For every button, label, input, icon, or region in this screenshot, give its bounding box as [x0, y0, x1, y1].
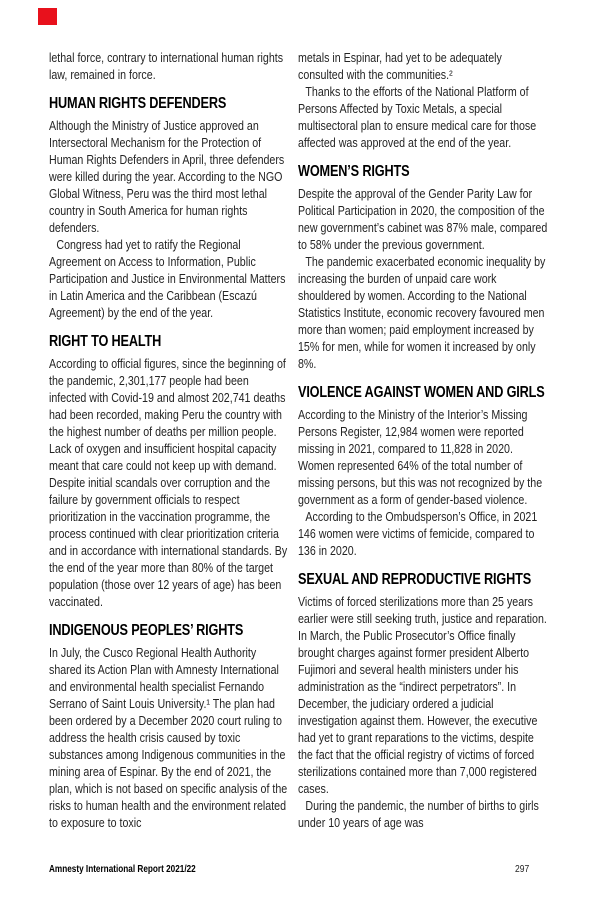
paragraph: The pandemic exacerbated economic inequality by increasing the burden of unpaid care work shouldered by women. According to the National Statistics Institute, economic recovery favoured men more than women; paid employment increased by 15% for men, while for women it increased by only 8%. [298, 254, 546, 371]
paragraph: Although the Ministry of Justice approved an Intersectoral Mechanism for the Protection of Human Rights Defenders in April, three defenders were killed during the year. According to the NGO Global Witness, Peru was the third most lethal country in South America for human rights defenders. [49, 118, 285, 235]
page-edge-red-tab [38, 8, 57, 25]
paragraph: Thanks to the efforts of the National Platform of Persons Affected by Toxic Metals, a special multisectoral plan to ensure medical care for those affected was approved at the end of the year. [298, 84, 537, 150]
section-heading: WOMEN’S RIGHTS [298, 163, 410, 180]
section-heading: RIGHT TO HEALTH [49, 333, 162, 350]
paragraph: Congress had yet to ratify the Regional Agreement on Access to Information, Public Participation and Justice in Environmental Matters in Latin America and the Caribbean (Escazú Agreement) by the end of the year. [49, 237, 286, 320]
paragraph: According to the Ombudsperson’s Office, in 2021 146 women were victims of femicide, compared to 136 in 2020. [298, 509, 538, 558]
section-heading: HUMAN RIGHTS DEFENDERS [49, 95, 227, 112]
section-heading: SEXUAL AND REPRODUCTIVE RIGHTS [298, 571, 532, 588]
paragraph: metals in Espinar, had yet to be adequately consulted with the communities.² [298, 50, 502, 82]
paragraph: Despite the approval of the Gender Parity Law for Political Participation in 2020, the composition of the new government’s cabinet was 87% male, compared to 58% under the previous government. [298, 186, 548, 252]
paragraph: During the pandemic, the number of births to girls under 10 years of age was [298, 798, 539, 830]
paragraph: According to official figures, since the beginning of the pandemic, 2,301,177 people had been infected with Covid-19 and almost 202,741 deaths had been recorded, making Peru the country with the highest number of deaths per million people. Lack of oxygen and insufficient hospital capacity meant that care could not keep up with demand. Despite initial scandals over corruption and the failure by government officials to respect prioritization in the vaccination programme, the process continued with clear prioritization criteria and in accordance with international standards. By the end of the year more than 80% of the target population (those over 12 years of age) has been vaccinated. [49, 356, 288, 609]
paragraph: In July, the Cusco Regional Health Authority shared its Action Plan with Amnesty International and environmental health specialist Fernando Serrano of Saint Louis University.¹ The plan had been ordered by a December 2020 court ruling to address the health crisis caused by toxic substances among Indigenous communities in the mining area of Espinar. By the end of 2021, the plan, which is not based on specific analysis of the risks to human health and the environment related to exposure to toxic [49, 645, 288, 830]
footer-page-number: 297 [515, 864, 530, 875]
paragraph: According to the Ministry of the Interior’s Missing Persons Register, 12,984 women were reported missing in 2021, compared to 11,828 in 2020. Women represented 64% of the total number of missing persons, but this was not recognized by the government as a form of gender-based violence. [298, 407, 543, 507]
left-column [49, 49, 288, 831]
section-heading: INDIGENOUS PEOPLES’ RIGHTS [49, 622, 244, 639]
paragraph: Victims of forced sterilizations more than 25 years earlier were still seeking truth, justice and reparation. In March, the Public Prosecutor’s Office finally brought charges against former president Alberto Fujimori and several health ministers under his administration as the “indirect perpetrators”. In December, the judiciary ordered a judicial investigation against them. However, the executive had yet to grant reparations to the victims, despite the fact that the official registry of victims of forced sterilizations contained more than 7,000 registered cases. [298, 594, 547, 796]
footer-report-title: Amnesty International Report 2021/22 [49, 864, 196, 875]
paragraph: lethal force, contrary to international human rights law, remained in force. [49, 50, 284, 82]
right-column [298, 49, 549, 831]
section-heading: VIOLENCE AGAINST WOMEN AND GIRLS [298, 384, 545, 401]
